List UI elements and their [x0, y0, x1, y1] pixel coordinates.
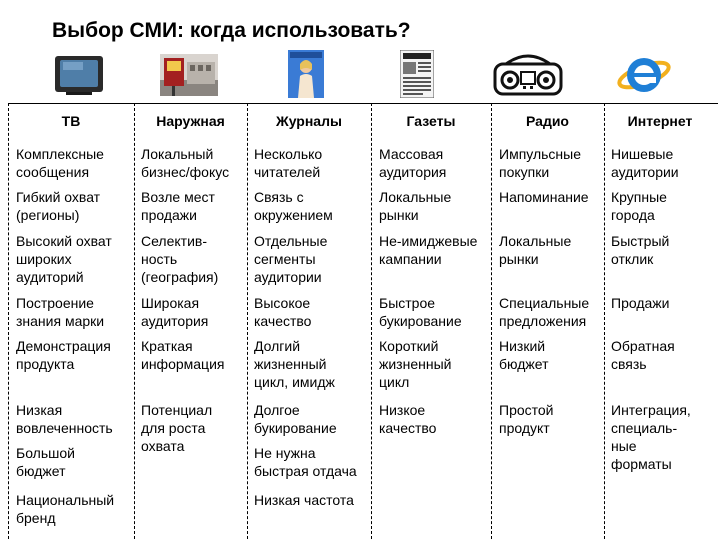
column-header-internet: Интернет — [627, 113, 693, 129]
column-divider — [8, 103, 9, 539]
cell-line: букирование — [254, 420, 337, 436]
table-cell — [499, 232, 571, 268]
table-cell — [611, 232, 669, 268]
cell-line: Демонстрация — [16, 338, 111, 354]
tv-icon — [52, 50, 106, 98]
cell-line: аудитории — [254, 269, 322, 285]
cell-line: Короткий — [379, 338, 439, 354]
cell-line: Быстрый — [611, 233, 670, 249]
table-cell — [16, 188, 100, 224]
table-cell — [16, 145, 104, 181]
table-cell — [611, 188, 667, 224]
cell-line: продукт — [499, 420, 550, 436]
column-divider — [604, 103, 605, 539]
media-icons-row — [0, 50, 720, 100]
cell-line: Несколько — [254, 146, 323, 162]
table-cell — [141, 232, 218, 286]
table-cell — [141, 188, 215, 224]
cell-line: Связь с — [254, 189, 304, 205]
table-cell — [379, 145, 446, 181]
cell-line: Низкая частота — [254, 492, 354, 508]
table-cell — [141, 294, 208, 330]
cell-line: кампании — [379, 251, 442, 267]
table-cell — [254, 294, 311, 330]
cell-line: аудиторий — [16, 269, 84, 285]
cell-line: Обратная — [611, 338, 675, 354]
cell-line: качество — [379, 420, 437, 436]
cell-line: форматы — [611, 456, 672, 472]
cell-line: продукта — [16, 356, 75, 372]
cell-line: отклик — [611, 251, 654, 267]
cell-line: качество — [254, 313, 312, 329]
internet-explorer-icon — [616, 50, 672, 98]
table-cell — [379, 401, 436, 437]
cell-line: предложения — [499, 313, 587, 329]
table-cell — [379, 294, 462, 330]
cell-line: для роста — [141, 420, 206, 436]
table-cell — [16, 232, 112, 286]
cell-line: Возле мест — [141, 189, 215, 205]
table-cell — [254, 188, 333, 224]
cell-line: продажи — [141, 207, 197, 223]
cell-line: цикл — [379, 374, 410, 390]
cell-line: рынки — [499, 251, 539, 267]
cell-line: бюджет — [16, 463, 66, 479]
newspaper-icon — [400, 50, 434, 98]
cell-line: покупки — [499, 164, 550, 180]
column-divider — [247, 103, 248, 539]
cell-line: Крупные — [611, 189, 667, 205]
cell-line: Низкий — [499, 338, 546, 354]
table-cell — [141, 337, 224, 373]
cell-line: Низкая — [16, 402, 63, 418]
cell-line: цикл, имидж — [254, 374, 335, 390]
header-separator — [8, 103, 718, 104]
cell-line: специаль- — [611, 420, 678, 436]
table-cell — [141, 401, 212, 455]
cell-line: Построение — [16, 295, 94, 311]
table-cell — [379, 337, 451, 391]
cell-line: ность — [141, 251, 178, 267]
cell-line: бюджет — [499, 356, 549, 372]
table-cell — [141, 145, 229, 181]
cell-line: Не-имиджевые — [379, 233, 478, 249]
cell-line: Не нужна — [254, 445, 316, 461]
cell-line: быстрая отдача — [254, 463, 357, 479]
cell-line: знания марки — [16, 313, 105, 329]
billboard-icon — [160, 50, 218, 98]
cell-line: Национальный — [16, 492, 115, 508]
page-title: Выбор СМИ: когда использовать? — [52, 19, 411, 42]
cell-line: ные — [611, 438, 637, 454]
cell-line: аудитория — [379, 164, 447, 180]
cell-line: бренд — [16, 510, 56, 526]
cell-line: Гибкий охват — [16, 189, 101, 205]
cell-line: Краткая — [141, 338, 193, 354]
column-header-outdoor: Наружная — [156, 113, 225, 129]
cell-line: широких — [16, 251, 72, 267]
cell-line: букирование — [379, 313, 462, 329]
cell-line: аудитории — [611, 164, 679, 180]
column-header-radio: Радио — [526, 113, 569, 129]
table-cell — [16, 444, 75, 480]
table-cell — [611, 294, 669, 312]
table-cell — [379, 188, 451, 224]
cell-line: Специальные — [499, 295, 590, 311]
cell-line: Долгое — [254, 402, 300, 418]
cell-line: Комплексные — [16, 146, 104, 162]
cell-line: Широкая — [141, 295, 200, 311]
table-cell — [499, 401, 554, 437]
cell-line: Продажи — [611, 295, 670, 311]
cell-line: вовлеченность — [16, 420, 113, 436]
cell-line: окружением — [254, 207, 333, 223]
cell-line: Интеграция, — [611, 402, 691, 418]
cell-line: сообщения — [16, 164, 90, 180]
cell-line: бизнес/фокус — [141, 164, 230, 180]
cell-line: Селектив- — [141, 233, 208, 249]
column-divider — [371, 103, 372, 539]
column-divider — [491, 103, 492, 539]
column-header-tv: ТВ — [61, 113, 81, 129]
cell-line: Большой — [16, 445, 75, 461]
table-cell — [611, 337, 675, 373]
cell-line: Потенциал — [141, 402, 213, 418]
cell-line: информация — [141, 356, 225, 372]
column-header-newspapers: Газеты — [406, 113, 456, 129]
cell-line: Нишевые — [611, 146, 674, 162]
table-cell — [16, 337, 111, 373]
table-cell — [254, 491, 354, 509]
table-cell — [611, 401, 691, 473]
table-cell — [499, 337, 548, 373]
cell-line: Отдельные — [254, 233, 328, 249]
cell-line: Низкое — [379, 402, 426, 418]
cell-line: Быстрое — [379, 295, 436, 311]
table-cell — [379, 232, 477, 268]
cell-line: (регионы) — [16, 207, 80, 223]
table-cell — [254, 337, 335, 391]
table-cell — [611, 145, 679, 181]
cell-line: аудитория — [141, 313, 209, 329]
column-divider — [134, 103, 135, 539]
table-cell — [499, 188, 589, 206]
column-header-magazines: Журналы — [276, 113, 342, 129]
cell-line: сегменты — [254, 251, 316, 267]
table-cell — [16, 491, 114, 527]
cell-line: Напоминание — [499, 189, 589, 205]
cell-line: Локальный — [141, 146, 214, 162]
cell-line: Локальные — [379, 189, 452, 205]
table-cell — [499, 145, 581, 181]
magazine-icon — [288, 50, 324, 98]
cell-line: Высокий охват — [16, 233, 112, 249]
table-cell — [254, 444, 357, 480]
table-cell — [254, 145, 322, 181]
cell-line: Долгий — [254, 338, 301, 354]
cell-line: рынки — [379, 207, 419, 223]
cell-line: Простой — [499, 402, 554, 418]
table-cell — [16, 401, 113, 437]
table-cell — [499, 294, 589, 330]
table-cell — [254, 401, 337, 437]
cell-line: жизненный — [379, 356, 452, 372]
cell-line: жизненный — [254, 356, 327, 372]
cell-line: охвата — [141, 438, 185, 454]
cell-line: (география) — [141, 269, 219, 285]
cell-line: связь — [611, 356, 647, 372]
cell-line: Импульсные — [499, 146, 582, 162]
radio-icon — [492, 50, 564, 98]
cell-line: Локальные — [499, 233, 572, 249]
table-cell — [254, 232, 327, 286]
cell-line: читателей — [254, 164, 321, 180]
cell-line: города — [611, 207, 655, 223]
cell-line: Высокое — [254, 295, 311, 311]
cell-line: Массовая — [379, 146, 444, 162]
table-cell — [16, 294, 104, 330]
